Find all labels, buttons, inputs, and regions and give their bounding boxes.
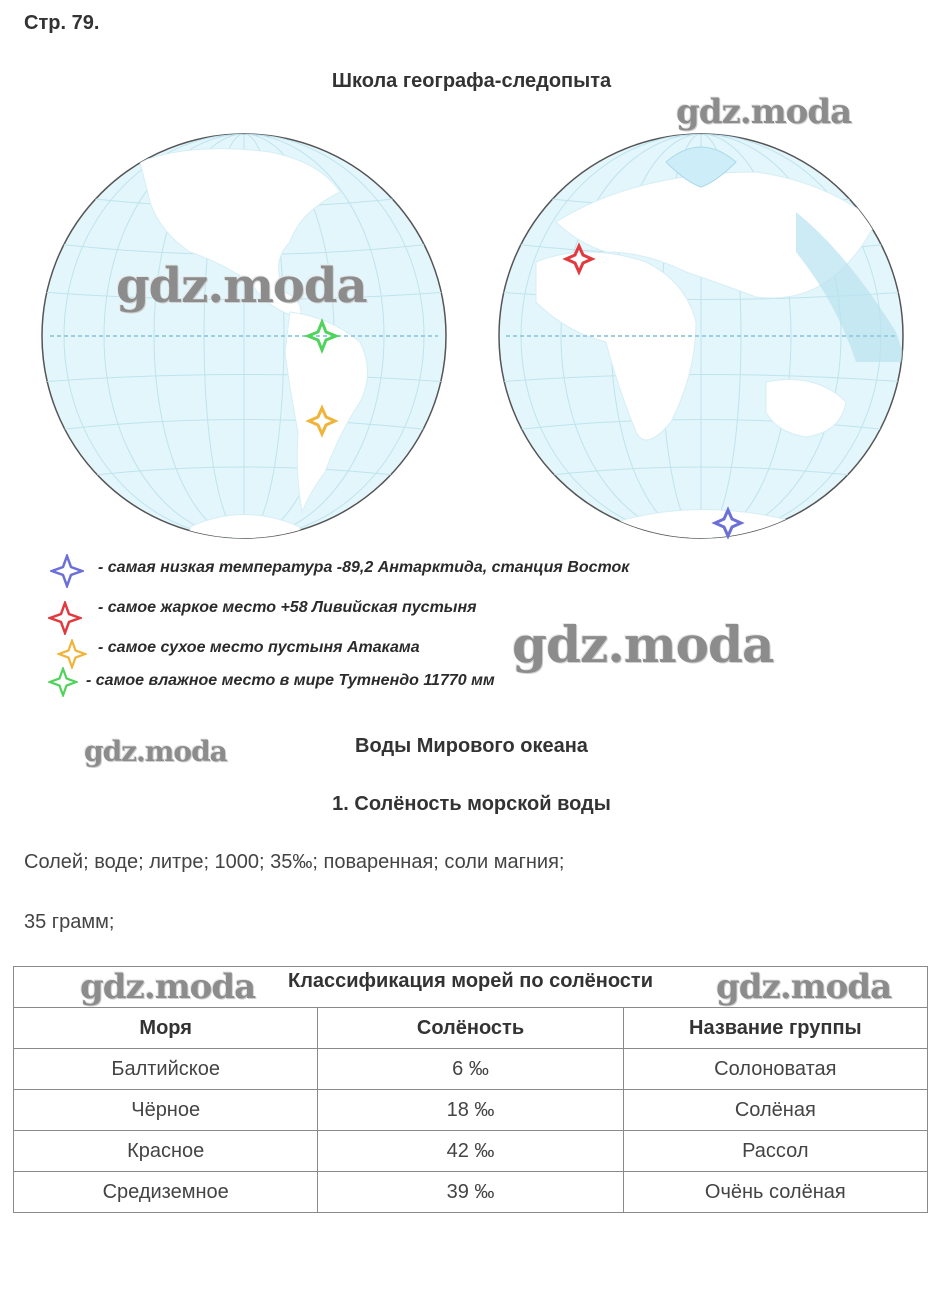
cell-salinity: 6 ‰ [318, 1049, 623, 1090]
answer-line-2: 35 грамм; [24, 911, 115, 933]
table-title-row [14, 967, 928, 1008]
watermark-top-right: gdz.moda [676, 92, 852, 132]
table-title: Классификация морей по солёности [287, 969, 654, 992]
legend-coldest: - самая низкая температура -89,2 Антарктида, станция Восток [98, 559, 630, 576]
legend-wettest: - самое влажное место в мире Тутнендо 11770 мм [86, 672, 495, 689]
watermark-legend: gdz.moda [512, 615, 774, 674]
table-row [14, 1090, 928, 1131]
section-subtitle-salinity: 1. Солёность морской воды [332, 793, 611, 815]
answer-line-1: Солей; воде; литре; 1000; 35‰; поваренная; соли магния; [24, 851, 565, 873]
section-title-ocean: Воды Мирового океана [355, 735, 588, 757]
table-row [14, 1172, 928, 1213]
table-header-row [14, 1008, 928, 1049]
western-hemisphere-map [40, 132, 448, 542]
section-title-school: Школа географа-следопыта [331, 70, 612, 92]
star-blue-icon [50, 554, 84, 588]
star-orange-icon [57, 639, 87, 669]
watermark-map-left: gdz.moda [116, 258, 367, 314]
cell-group: Солоноватая [623, 1049, 927, 1090]
header-seas: Моря [14, 1008, 318, 1049]
cell-sea: Средиземное [14, 1172, 318, 1213]
header-group: Название группы [623, 1008, 927, 1049]
cell-salinity: 18 ‰ [318, 1090, 623, 1131]
eastern-hemisphere-map [496, 132, 906, 542]
star-red-icon [48, 601, 82, 635]
watermark-table-right: gdz.moda [716, 967, 892, 1007]
header-salinity: Солёность [318, 1008, 623, 1049]
star-green-icon [48, 667, 78, 697]
cell-sea: Балтийское [14, 1049, 318, 1090]
watermark-table-left: gdz.moda [80, 967, 256, 1007]
cell-salinity: 39 ‰ [318, 1172, 623, 1213]
cell-group: Очёнь солёная [623, 1172, 927, 1213]
watermark-small: gdz.moda [84, 735, 227, 768]
table-row [14, 1049, 928, 1090]
legend-driest: - самое сухое место пустыня Атакама [98, 639, 420, 656]
page-number: Стр. 79. [24, 12, 100, 34]
legend-hottest: - самое жаркое место +58 Ливийская пустыня [98, 599, 477, 616]
cell-sea: Красное [14, 1131, 318, 1172]
table-title-cell [14, 967, 928, 1008]
cell-group: Солёная [623, 1090, 927, 1131]
cell-group: Рассол [623, 1131, 927, 1172]
salinity-table [13, 966, 928, 1213]
table-row [14, 1131, 928, 1172]
cell-salinity: 42 ‰ [318, 1131, 623, 1172]
cell-sea: Чёрное [14, 1090, 318, 1131]
